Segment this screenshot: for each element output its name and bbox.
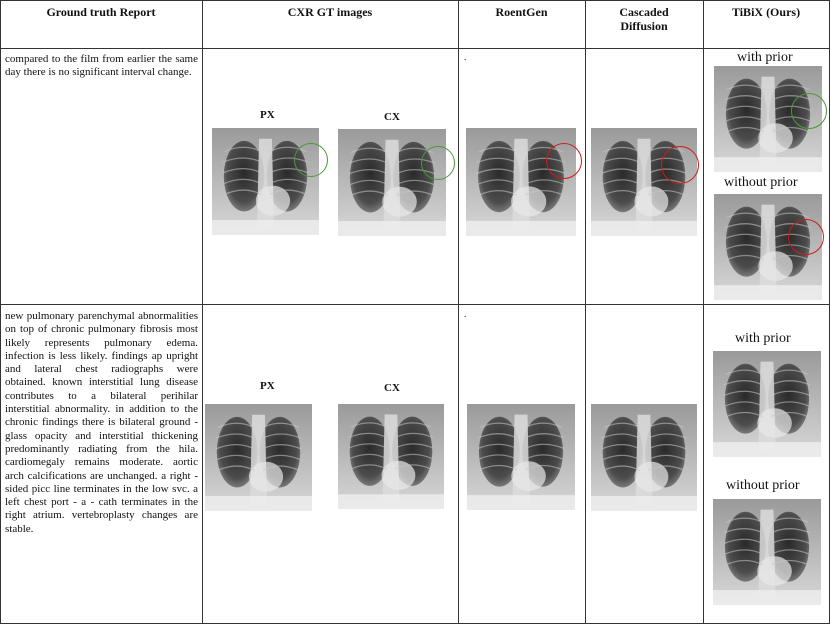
row1-tibix-with-prior-match-circle [791,93,827,129]
row1-px-label: PX [260,109,275,121]
row1-report: compared to the film from earlier the same day there is no significant interval change. [5,53,198,79]
header-ground-truth: Ground truth Report [46,5,156,19]
table-divider [202,0,203,624]
table-border [0,0,830,1]
row1-px-match-circle [294,143,328,177]
row1-without-prior-caption: without prior [724,175,798,190]
row1-cx-xray-image [338,129,446,236]
row1-cascaded-mismatch-circle [661,146,699,184]
row2-without-prior-caption: without prior [726,478,800,493]
table-divider [458,0,459,624]
table-divider [703,0,704,624]
row2-roentgen-mark: . [464,309,467,319]
row1-roentgen-mismatch-circle [546,143,582,179]
row2-report: new pulmonary parenchymal abnormalities on top of chronic pulmonary fibrosis most likely represents pulmonary edema. infection is less likely. findings ap upright and lateral chest radiographs were obtained. known interstitial lung disease contributes to a bilateral perihilar interstitial abnormality. in addition to the chronic findings there is bilateral ground - glass opacity and interstitial thickening predominantly radiating from the hila. cardiomegaly remains moderate. aortic arch calcifications are unchanged. a right - sided picc line terminates in the low svc. a left chest port - a - cath terminates in the right atrium. vertebroplasty changes are stable. [5,310,198,535]
header-roentgen: RoentGen [495,5,548,19]
table-border [0,0,1,624]
row2-cx-label: CX [384,382,400,394]
row1-cx-label: CX [384,111,400,123]
header-tibix: TiBiX (Ours) [731,5,801,19]
row2-with-prior-caption: with prior [735,331,791,346]
row2-tibix-without-prior-xray-image [713,499,821,605]
row-divider [0,304,830,305]
row2-cx-xray-image [338,404,444,509]
header-cascaded-diffusion: Cascaded Diffusion [619,5,669,33]
row2-px-label: PX [260,380,275,392]
row1-cx-match-circle [421,146,455,180]
row1-roentgen-mark: . [464,52,467,62]
row2-roentgen-xray-image [467,404,575,510]
row1-with-prior-caption: with prior [737,50,793,65]
row2-px-xray-image [205,404,312,511]
row1-tibix-without-prior-mismatch-circle [788,219,824,255]
table-divider [585,0,586,624]
row2-cascaded-xray-image [591,404,697,511]
header-divider [0,48,830,49]
row2-tibix-with-prior-xray-image [713,351,821,457]
header-cxr-gt: CXR GT images [287,5,373,19]
